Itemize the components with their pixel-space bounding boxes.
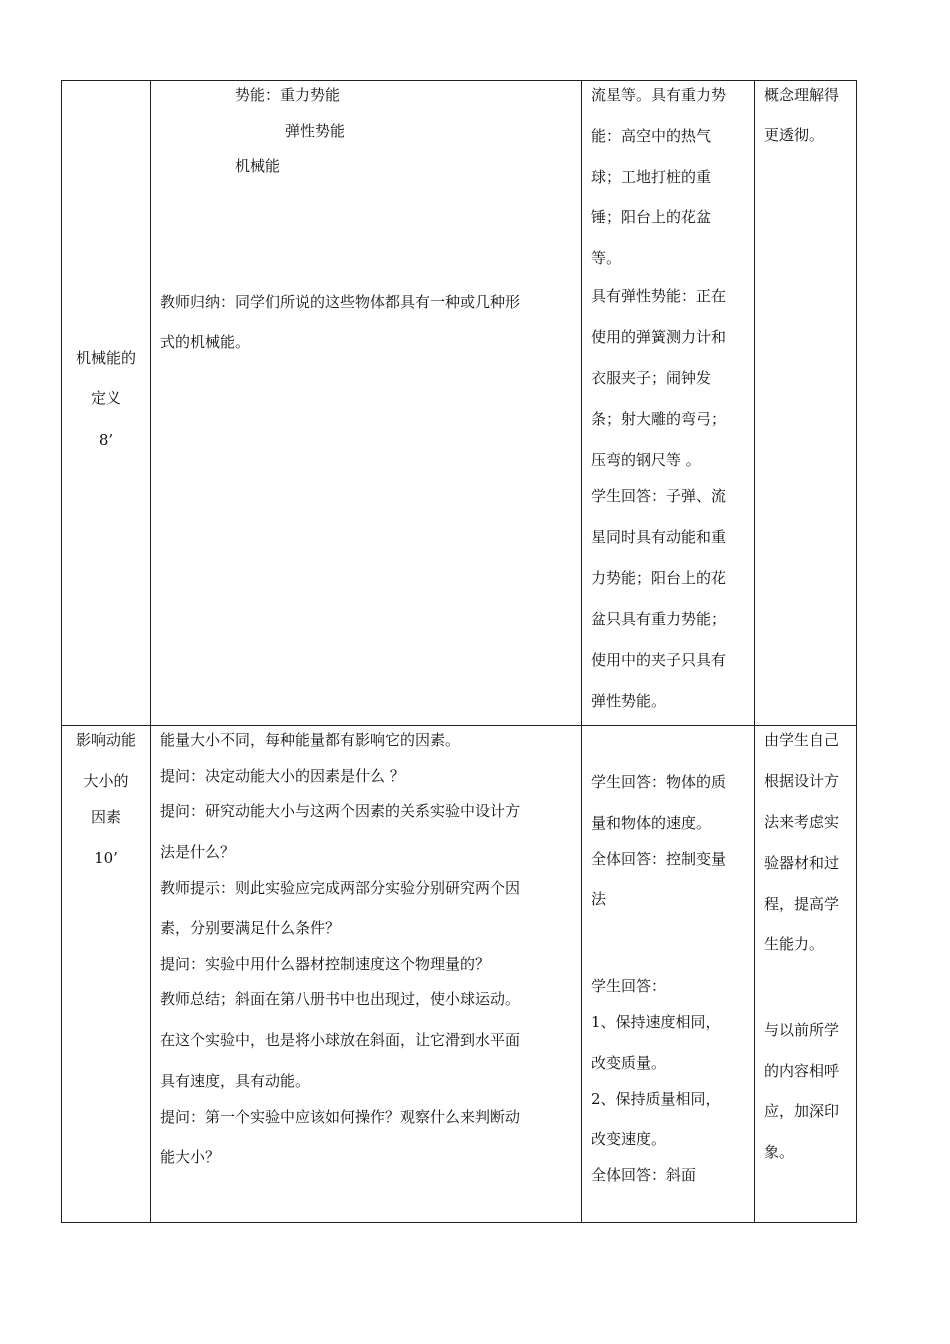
student-line: 具有弹性势能：正在 xyxy=(591,287,727,305)
student-line: 学生回答：子弹、流 xyxy=(591,487,727,505)
intent-line: 象。 xyxy=(764,1143,795,1161)
student-line: 量和物体的速度。 xyxy=(591,814,712,832)
content-line: 教师归纳：同学们所说的这些物体都具有一种或几种形 xyxy=(160,293,521,311)
student-line: 压弯的钢尺等 。 xyxy=(591,451,701,469)
student-line: 改变速度。 xyxy=(591,1130,667,1148)
student-line: 力势能；阳台上的花 xyxy=(591,569,727,587)
content-line: 弹性势能 xyxy=(285,122,346,140)
intent-line: 生能力。 xyxy=(764,935,825,953)
student-line: 改变质量。 xyxy=(591,1054,667,1072)
intent-line: 法来考虑实 xyxy=(764,813,840,831)
content-line: 提问：实验中用什么器材控制速度这个物理量的？ xyxy=(160,955,491,973)
student-line: 使用的弹簧测力计和 xyxy=(591,328,727,346)
intent-line: 概念理解得 xyxy=(764,86,840,104)
student-line: 衣服夹子；闹钟发 xyxy=(591,369,712,387)
student-line: 星同时具有动能和重 xyxy=(591,528,727,546)
content-line: 势能：重力势能 xyxy=(235,86,341,104)
content-line: 在这个实验中，也是将小球放在斜面，让它滑到水平面 xyxy=(160,1031,521,1049)
intent-line: 验器材和过 xyxy=(764,854,840,872)
student-line: 球；工地打桩的重 xyxy=(591,168,712,186)
student-line: 学生回答：物体的质 xyxy=(591,773,727,791)
student-line: 等。 xyxy=(591,249,622,267)
student-line: 使用中的夹子只具有 xyxy=(591,651,727,669)
intent-line: 与以前所学 xyxy=(764,1021,840,1039)
content-line: 机械能 xyxy=(235,157,281,175)
student-line: 条；射大雕的弯弓； xyxy=(591,410,727,428)
topic-line: 因素 xyxy=(90,808,121,826)
topic-cell xyxy=(62,81,151,726)
design-intent-cell xyxy=(755,726,857,1223)
content-line: 教师总结；斜面在第八册书中也出现过，使小球运动。 xyxy=(160,990,521,1008)
topic-line: 大小的 xyxy=(83,772,129,790)
content-line: 具有速度，具有动能。 xyxy=(160,1072,311,1090)
table-row xyxy=(62,726,857,1223)
student-line: 学生回答： xyxy=(591,977,667,995)
student-line: 全体回答：控制变量 xyxy=(591,850,727,868)
content-line: 能量大小不同，每种能量都有影响它的因素。 xyxy=(160,731,461,749)
content-cell xyxy=(151,81,582,726)
content-line: 提问：第一个实验中应该如何操作？观察什么来判断动 xyxy=(160,1108,521,1126)
content-line: 能大小？ xyxy=(160,1148,221,1166)
intent-line: 应，加深印 xyxy=(764,1102,840,1120)
student-line: 法 xyxy=(591,890,607,908)
topic-time: 10’ xyxy=(94,849,118,867)
intent-line: 由学生自己 xyxy=(764,731,840,749)
intent-line: 根据设计方 xyxy=(764,772,840,790)
content-line: 素，分别要满足什么条件？ xyxy=(160,919,341,937)
intent-line: 程，提高学 xyxy=(764,895,840,913)
content-line: 提问：决定动能大小的因素是什么 ？ xyxy=(160,767,405,785)
student-line: 盆只具有重力势能； xyxy=(591,610,727,628)
topic-line: 影响动能 xyxy=(75,731,136,749)
topic-time: 8’ xyxy=(98,431,114,449)
intent-line: 更透彻。 xyxy=(764,126,825,144)
student-activity-cell xyxy=(582,81,755,726)
student-line: 能：高空中的热气 xyxy=(591,127,712,145)
topic-line: 机械能的 xyxy=(75,349,136,367)
content-cell xyxy=(151,726,582,1223)
lesson-plan-table xyxy=(61,80,857,1223)
intent-line: 的内容相呼 xyxy=(764,1062,840,1080)
student-line: 锤；阳台上的花盆 xyxy=(591,208,712,226)
content-line: 式的机械能。 xyxy=(160,333,251,351)
table-row xyxy=(62,81,857,726)
topic-cell xyxy=(62,726,151,1223)
student-line: 1、保持速度相同， xyxy=(591,1013,721,1031)
student-line: 弹性势能。 xyxy=(591,692,667,710)
content-line: 提问：研究动能大小与这两个因素的关系实验中设计方 xyxy=(160,802,521,820)
student-activity-cell xyxy=(582,726,755,1223)
content-line: 教师提示：则此实验应完成两部分实验分别研究两个因 xyxy=(160,879,521,897)
student-line: 2、保持质量相同， xyxy=(591,1090,721,1108)
content-line: 法是什么？ xyxy=(160,843,236,861)
topic-line: 定义 xyxy=(90,389,121,407)
design-intent-cell xyxy=(755,81,857,726)
student-line: 流星等。具有重力势 xyxy=(591,86,727,104)
student-line: 全体回答：斜面 xyxy=(591,1166,697,1184)
